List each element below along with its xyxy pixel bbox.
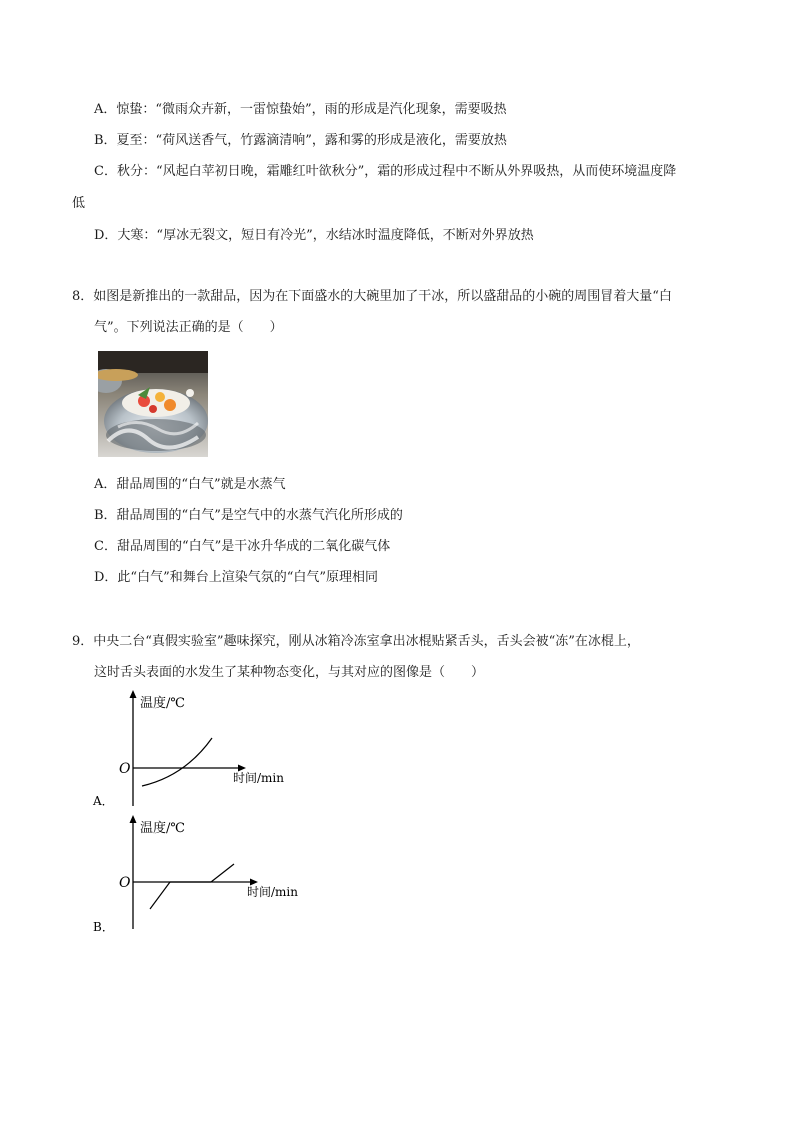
graph-a-origin: O bbox=[119, 761, 131, 777]
graph-b-origin: O bbox=[119, 875, 131, 891]
graph-b-y-arrow bbox=[130, 815, 137, 823]
graph-b bbox=[90, 813, 310, 935]
q8-option-d: D．此“白气”和舞台上渲染气氛的“白气”原理相同 bbox=[94, 570, 379, 585]
graph-b-segment-rising-2 bbox=[211, 864, 234, 882]
q7-option-c-continued: 低 bbox=[72, 196, 86, 211]
graph-b-xlabel: 时间/min bbox=[247, 885, 298, 899]
q7-option-b: B．夏至：“荷风送香气，竹露滴清响”，露和雾的形成是液化，需要放热 bbox=[94, 133, 507, 148]
q7-option-c: C．秋分：“风起白苹初日晚，霜雕红叶欲秋分”，霜的形成过程中不断从外界吸热，从而使环境温度降 bbox=[94, 164, 677, 179]
graph-a bbox=[90, 688, 310, 814]
graph-a-ylabel: 温度/℃ bbox=[140, 696, 185, 711]
q9-stem-line1: 9．中央二台“真假实验室”趣味探究，刚从冰箱冷冻室拿出冰棍贴紧舌头，舌头会被“冻”在冰棍上， bbox=[72, 634, 640, 649]
q8-stem-line2: 气”。下列说法正确的是（ ） bbox=[94, 320, 283, 335]
graph-b-option-label: B． bbox=[93, 920, 114, 934]
q7-option-d: D．大寒：“厚冰无裂文，短日有冷光”，水结冰时温度降低，不断对外界放热 bbox=[94, 228, 534, 243]
q8-stem-line1: 8．如图是新推出的一款甜品，因为在下面盛水的大碗里加了干冰，所以盛甜品的小碗的周围冒着大量“白 bbox=[72, 289, 672, 304]
q8-option-c: C．甜品周围的“白气”是干冰升华成的二氧化碳气体 bbox=[94, 539, 391, 554]
graph-a-y-arrow bbox=[130, 690, 137, 698]
q8-option-b: B．甜品周围的“白气”是空气中的水蒸气汽化所形成的 bbox=[94, 508, 403, 523]
q9-stem-line2: 这时舌头表面的水发生了某种物态变化，与其对应的图像是（ ） bbox=[94, 665, 485, 680]
q7-option-a: A．惊蛰：“微雨众卉新，一雷惊蛰始”，雨的形成是汽化现象，需要吸热 bbox=[94, 102, 507, 117]
graph-b-ylabel: 温度/℃ bbox=[140, 821, 185, 836]
graph-a-option-label: A． bbox=[93, 794, 114, 808]
graph-a-curve bbox=[142, 738, 212, 786]
graph-b-segment-rising bbox=[150, 882, 170, 909]
q8-option-a: A．甜品周围的“白气”就是水蒸气 bbox=[94, 477, 286, 492]
dessert-photo bbox=[98, 351, 208, 457]
graph-a-xlabel: 时间/min bbox=[233, 771, 284, 785]
